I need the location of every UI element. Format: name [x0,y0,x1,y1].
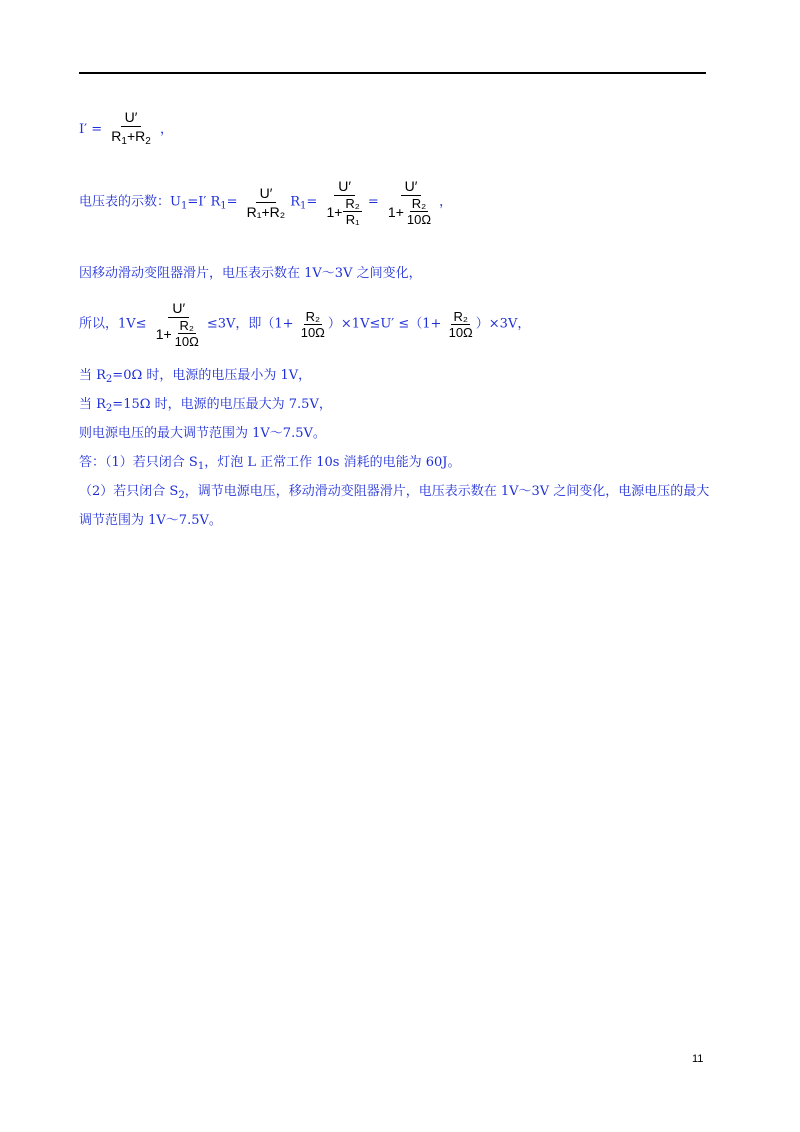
frac2-denominator [322,196,366,227]
ineq-frac2-den: 10Ω [300,324,325,340]
den-r2-sub: 2 [145,136,151,147]
frac3-inner [405,196,433,227]
voltage-fraction-3 [384,177,438,227]
den-plus-r: +R [126,128,146,144]
current-denominator [107,127,155,151]
ineq-prefix: 所以，1V≤ [79,316,147,332]
answer2a-b: ，调节电源电压，移动滑动变阻器滑片，电压表示数在 1V～3V 之间变化，电源电压的最大 [184,484,710,499]
answer-part-2b: 调节范围为 1V～7.5V。 [79,513,222,528]
frac3-inner-num: R₂ [411,196,427,211]
ineq-mid: ≤3V，即（1+ [206,316,294,332]
frac3-numerator: U′ [401,177,422,196]
voltage-eq3: = [367,194,379,210]
den-r: R [111,128,122,144]
equation-current [79,108,173,151]
equation-voltage [79,177,452,227]
answer-part-1 [79,451,460,472]
min-sub: 2 [105,374,113,385]
frac2-inner-den: R₁ [345,212,360,227]
voltage-fraction-2 [322,177,366,227]
answer2a-sub: 2 [178,490,185,501]
ineq-frac-denominator [152,318,206,349]
voltage-prefix-sub: 1 [180,200,188,212]
voltage-mid1-sub: 1 [220,200,227,212]
ineq-frac3-num: R₂ [453,308,468,324]
frac2-inner-num: R₂ [345,196,360,211]
ineq-frac3-den: 10Ω [448,324,473,340]
frac2-one-plus: 1+ [326,203,343,220]
max-a: 当 R [79,397,106,412]
equation-inequality [79,299,530,349]
frac3-one-plus: 1+ [387,203,404,220]
voltage-fraction-1 [243,184,290,221]
ineq-inner [173,318,201,349]
current-lhs: I′ = [79,122,103,137]
text-min-voltage [79,364,311,385]
page-number: 11 [692,1053,704,1065]
voltage-r1: R [290,194,301,210]
header-rule [79,72,706,74]
frac2-inner [343,196,361,227]
text-range-total: 则电源电压的最大调节范围为 1V～7.5V。 [79,426,326,441]
ineq-mid2: ）×1V≤U′ ≤（1+ [327,316,442,332]
frac3-inner-den: 10Ω [406,212,432,227]
frac3-denominator [384,196,438,227]
voltage-eq2: = [306,194,318,210]
ineq-fraction-1 [152,299,206,349]
text-range: 因移动滑动变阻器滑片，电压表示数在 1V～3V 之间变化， [79,266,422,281]
current-tail: ， [159,122,173,137]
current-fraction [107,108,155,151]
answer1-sub: 1 [197,461,205,472]
den-r1-sub: 1 [121,136,127,147]
text-max-voltage [79,393,332,414]
ineq-inner-num: R₂ [179,318,194,333]
min-a: 当 R [79,368,106,383]
voltage-eq1: = [226,194,238,210]
ineq-frac-numerator: U′ [168,299,189,318]
answer-part-2a [79,480,709,501]
answer1-b: ，灯泡 L 正常工作 10s 消耗的电能为 60J。 [204,455,461,470]
voltage-prefix: 电压表的示数：U [79,194,181,210]
voltage-r1-sub: 1 [300,200,307,212]
answer2a-a: （2）若只闭合 S [79,484,179,499]
min-b: =0Ω 时，电源的电压最小为 1V， [112,368,312,383]
ineq-fraction-3 [447,309,475,340]
ineq-inner-den: 10Ω [174,334,199,349]
ineq-frac2-num: R₂ [305,308,321,324]
frac1-numerator: U′ [256,184,277,203]
voltage-tail: ， [439,194,453,210]
frac1-denominator: R₁+R₂ [246,203,286,220]
max-sub: 2 [105,403,113,414]
voltage-mid1: =I′ R [187,194,221,210]
current-numerator: U′ [121,108,142,127]
ineq-one-plus: 1+ [155,325,172,342]
max-b: =15Ω 时，电源的电压最大为 7.5V， [112,397,332,412]
frac2-numerator: U′ [334,177,355,196]
answer1-a: 答：（1）若只闭合 S [79,455,198,470]
ineq-fraction-2 [299,309,327,340]
ineq-tail: ）×3V， [475,316,531,332]
